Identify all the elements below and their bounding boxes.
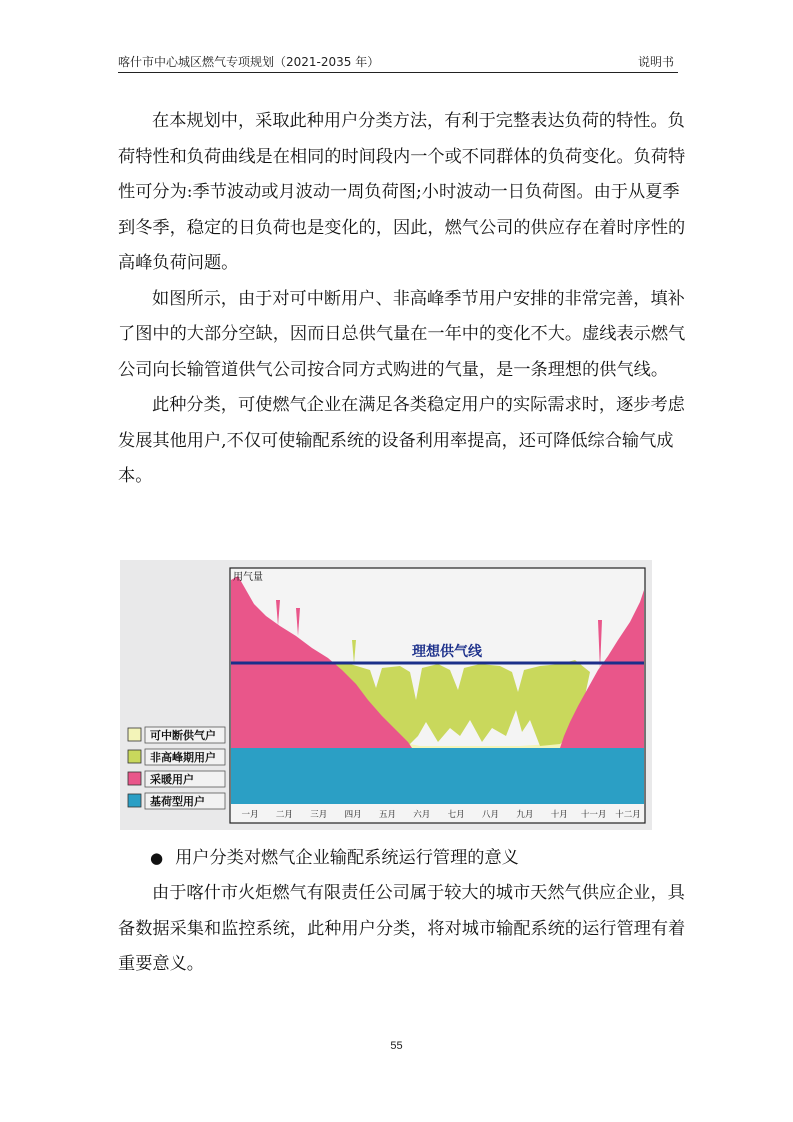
legend-label: 非高峰期用户: [150, 751, 216, 764]
paragraphs-top: [118, 104, 686, 495]
legend-label: 基荷型用户: [150, 795, 205, 808]
base-load-area: [231, 748, 644, 804]
paragraph-2: 如图所示，由于对可中断用户、非高峰季节用户安排的非常完善，填补了图中的大部分空缺，因而日总供气量在一年中的变化不大。虚线表示燃气公司向长输管道供气公司按合同方式购进的气量，是一条理想的供气线。: [118, 288, 686, 380]
ideal-supply-label: 理想供气线: [412, 644, 482, 660]
header-title: 喀什市中心城区燃气专项规划（2021-2035 年）: [118, 55, 380, 69]
x-tick-label: 十一月: [580, 810, 607, 820]
paragraph-4: 由于喀什市火炬燃气有限责任公司属于较大的城市天然气供应企业，具备数据采集和监控系统，此种用户分类，将对城市输配系统的运行管理有着重要意义。: [118, 883, 686, 974]
header-section: 说明书: [637, 55, 674, 69]
x-tick-label: 十二月: [615, 810, 641, 820]
legend-swatch: [128, 728, 141, 741]
x-tick-label: 五月: [378, 810, 396, 820]
x-tick-label: 七月: [447, 810, 465, 820]
bullet-heading-text: 用户分类对燃气企业输配系统运行管理的意义: [175, 848, 519, 868]
legend-label: 可中断供气户: [150, 729, 216, 742]
legend-swatch: [128, 772, 141, 785]
x-tick-label: 六月: [413, 810, 431, 820]
y-axis-label: 用气量: [233, 572, 263, 583]
load-chart-figure: [120, 560, 652, 830]
x-tick-label: 八月: [482, 810, 500, 820]
x-tick-label: 十月: [550, 810, 568, 820]
page-header: [118, 50, 678, 73]
bullet-heading: [150, 843, 519, 873]
paragraph-3: 此种分类，可使燃气企业在满足各类稳定用户的实际需求时，逐步考虑发展其他用户,不仅可使输配系统的设备利用率提高，还可降低综合输气成本。: [118, 395, 685, 486]
legend-label: 采暖用户: [150, 773, 194, 786]
page-number: 55: [390, 1040, 403, 1052]
paragraph-1: 在本规划中，采取此种用户分类方法，有利于完整表达负荷的特性。负荷特性和负荷曲线是在相同的时间段内一个或不同群体的负荷变化。负荷特性可分为:季节波动或月波动一周负荷图;小时波动一日负荷图。由于从夏季到冬季，稳定的日负荷也是变化的，因此，燃气公司的供应存在着时序性的高峰负荷问题。: [118, 111, 686, 273]
x-tick-label: 三月: [310, 810, 328, 820]
legend-swatch: [128, 794, 141, 807]
paragraphs-bottom: [118, 876, 686, 983]
x-tick-label: 一月: [241, 810, 259, 820]
x-tick-label: 九月: [516, 810, 534, 820]
x-tick-label: 四月: [344, 810, 362, 820]
x-tick-label: 二月: [275, 810, 293, 820]
load-chart: [120, 560, 652, 830]
bullet-icon: ●: [150, 849, 164, 867]
chart-legend: [128, 727, 225, 809]
legend-swatch: [128, 750, 141, 763]
